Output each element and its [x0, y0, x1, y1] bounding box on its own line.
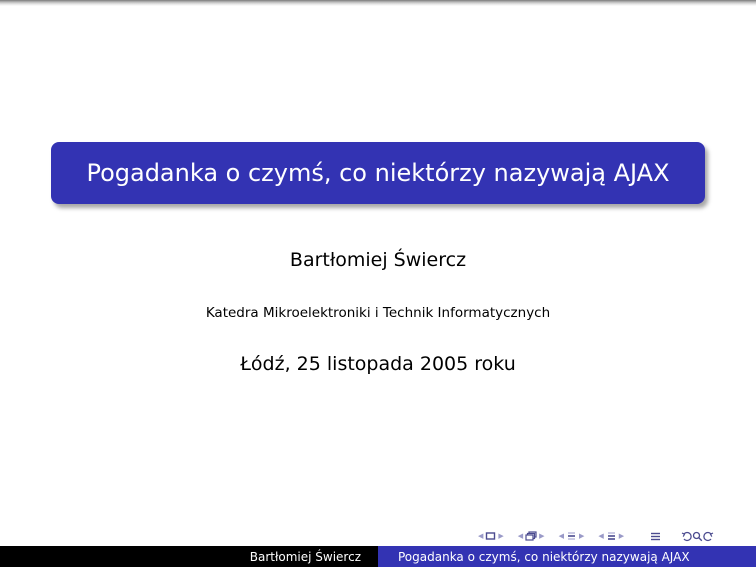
left-arrow-icon[interactable]: ◀ [558, 532, 564, 540]
slide-date: Łódź, 25 listopada 2005 roku [240, 353, 516, 375]
section-nav[interactable] [557, 530, 587, 542]
subsubsection-nav[interactable] [596, 530, 626, 542]
footer [0, 546, 756, 567]
footer-author-panel [0, 546, 378, 567]
subsection-nav[interactable] [516, 530, 547, 542]
navigation-bar [476, 530, 714, 542]
subsection-nav-icon[interactable] [525, 531, 537, 542]
frame-nav[interactable] [476, 530, 506, 542]
right-arrow-icon[interactable]: ▶ [498, 532, 504, 540]
footer-author: Bartłomiej Świercz [249, 549, 361, 564]
section-nav-icon[interactable] [566, 531, 577, 542]
left-arrow-icon[interactable]: ◀ [478, 532, 484, 540]
slide-title: Pogadanka o czymś, co niektórzy nazywają AJAX [86, 159, 670, 187]
left-arrow-icon[interactable]: ◀ [517, 532, 524, 540]
top-shadow [0, 0, 756, 6]
subsubsection-nav-icon[interactable] [606, 531, 617, 542]
right-arrow-icon[interactable]: ▶ [618, 532, 625, 540]
footer-title-panel [378, 546, 756, 567]
author-name: Bartłomiej Świercz [289, 249, 467, 271]
back-icon[interactable] [681, 531, 692, 542]
frame-nav-icon[interactable] [485, 531, 496, 541]
forward-icon[interactable] [703, 531, 714, 542]
appendix-nav[interactable] [650, 530, 661, 542]
search-nav-icon[interactable] [692, 531, 703, 542]
menu-icon[interactable] [650, 531, 661, 542]
right-arrow-icon[interactable]: ▶ [578, 532, 585, 540]
footer-title: Pogadanka o czymś, co niektórzy nazywają AJAX [398, 549, 690, 564]
title-box [51, 142, 705, 204]
left-arrow-icon[interactable]: ◀ [598, 532, 604, 540]
search-nav[interactable] [681, 530, 714, 542]
right-arrow-icon[interactable]: ▶ [539, 532, 545, 540]
institute-name: Katedra Mikroelektroniki i Technik Informatycznych [205, 305, 551, 321]
